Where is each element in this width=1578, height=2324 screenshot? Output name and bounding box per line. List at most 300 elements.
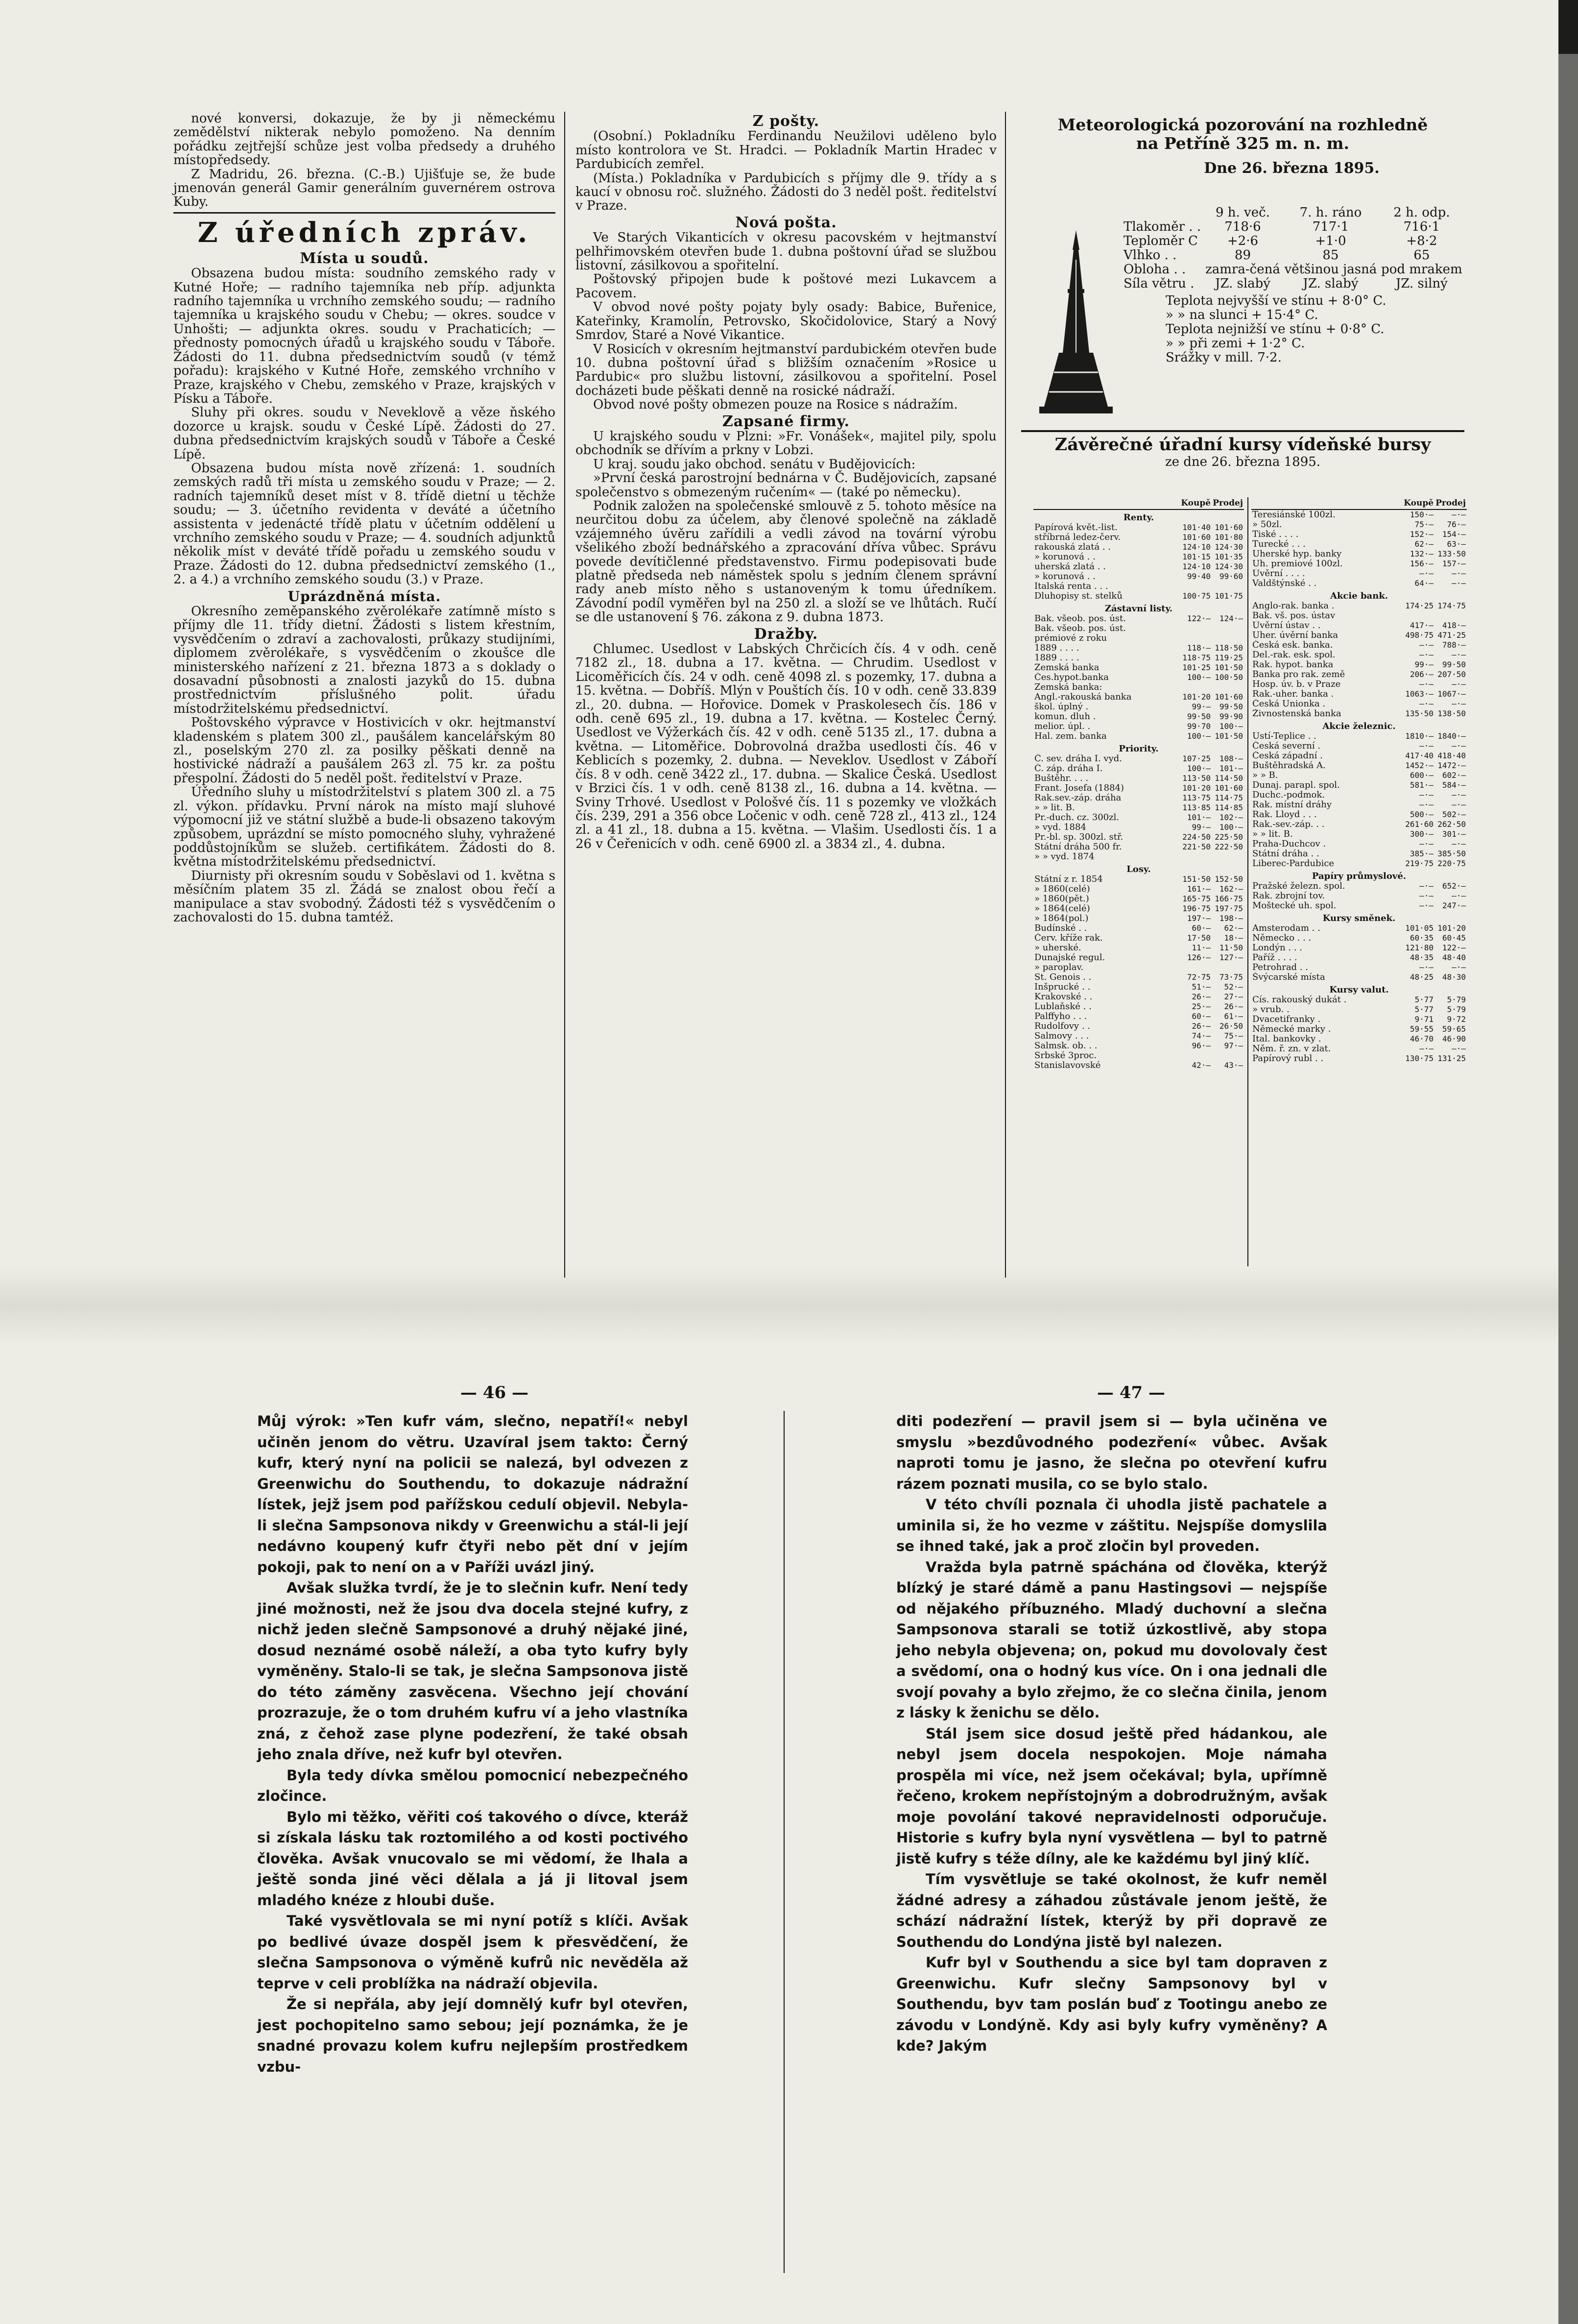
stock-row xyxy=(1033,1031,1244,1041)
stock-row xyxy=(1033,614,1244,624)
stock-name: Londýn . . . xyxy=(1252,943,1302,953)
stock-sell: —·— xyxy=(1452,800,1466,809)
stock-sell: 114·85 xyxy=(1215,803,1243,812)
stock-sell: 602·— xyxy=(1442,771,1466,780)
stock-buy: 124·10 xyxy=(1182,562,1211,571)
stock-row xyxy=(1251,741,1467,751)
stock-buy: 74·— xyxy=(1192,1031,1211,1041)
stock-sell: 48·30 xyxy=(1442,972,1466,982)
news-paragraph: nové konversi, dokazuje, že by ji německému zemědělství nikterak nebylo pomoženo. Na denním pořádku zejtřejší schůze jest volba předsedy a druhého místopředsedy. xyxy=(173,111,555,168)
stock-sell: 119·25 xyxy=(1215,653,1243,662)
stock-row xyxy=(1251,569,1467,579)
stock-sell: 76·— xyxy=(1447,520,1466,529)
news-paragraph: U kraj. soudu jako obchod. senátu v Budějovicích: xyxy=(593,457,916,472)
weather-label: Obloha . . xyxy=(1124,262,1186,277)
stock-row xyxy=(1033,682,1244,692)
stock-name: St. Genois . . xyxy=(1034,972,1092,982)
stock-sell: 418·— xyxy=(1442,621,1466,630)
stock-row xyxy=(1033,692,1244,702)
weather-row xyxy=(1122,277,1464,291)
stock-buy: 417·— xyxy=(1410,621,1434,630)
stock-row xyxy=(1251,881,1467,891)
stock-row xyxy=(1251,559,1467,569)
stock-buy: 581·— xyxy=(1410,780,1434,790)
stock-buy: 42·— xyxy=(1192,1061,1211,1070)
stock-row xyxy=(1033,793,1244,803)
stock-buy: 96·— xyxy=(1192,1041,1211,1050)
weather-label: Tlakoměr . . xyxy=(1124,219,1201,234)
stock-sell: 11·50 xyxy=(1219,943,1243,952)
news-paragraph: V obvod nové pošty pojaty byly osady: Babice, Buřenice, Kateřinky, Kramolín, Petrovsko, Skočidolovice, Starý a Nový Smrdov, Staré a Nové Vikantice. xyxy=(575,300,997,343)
stock-row xyxy=(1033,552,1244,562)
stock-name: Státní dráha 500 fr. xyxy=(1034,842,1122,852)
page-number-left: — 46 — xyxy=(460,1383,528,1403)
middle-column xyxy=(575,112,997,851)
stock-buy: 156·— xyxy=(1410,559,1434,568)
stock-name: » vyd. 1884 xyxy=(1034,823,1086,832)
weather-date: Dne 26. března 1895. xyxy=(1204,160,1380,177)
stock-section xyxy=(1033,862,1244,874)
stock-sell: 60·45 xyxy=(1442,933,1466,943)
stock-row xyxy=(1033,1061,1244,1070)
stock-name: » 1860(pět.) xyxy=(1034,894,1089,904)
stock-buy: 60·— xyxy=(1192,923,1211,933)
stock-name: Buštěhr. . . . xyxy=(1034,774,1089,783)
left-column xyxy=(173,112,555,924)
stock-name: Uh. premiové 100zl. xyxy=(1252,559,1343,569)
weather-value: 89 xyxy=(1234,248,1251,263)
stock-name: Státní dráha . . xyxy=(1252,849,1319,859)
stock-buy: 17·50 xyxy=(1187,933,1211,943)
stock-buy: 165·75 xyxy=(1182,894,1211,903)
stock-buy: 26·— xyxy=(1192,1021,1211,1031)
stock-row xyxy=(1251,943,1467,953)
stock-row xyxy=(1251,963,1467,972)
stock-buy: 261·60 xyxy=(1405,820,1434,829)
weather-value: 85 xyxy=(1322,248,1339,263)
stock-row xyxy=(1251,601,1467,611)
stock-name: Pražské železn. spol. xyxy=(1252,881,1345,891)
stock-sell: 48·40 xyxy=(1442,953,1466,962)
stock-buy: 101·25 xyxy=(1182,663,1211,672)
section-title: Z úředních zpráv. xyxy=(173,212,555,249)
news-paragraph: Okresního zeměpanského zvěrolékaře zatímně místo s příjmy dle 11. třídy dietní. Žádosti s listem křestním, vysvědčením o zdraví a zachovalosti, průkazy studijními, diplomem zvěrolékaře, s vysvědčením o zkoušce dle ministerského nařízení z 21. března 1873 a s doklady o dosavadní působnosti a znalosti jazyků do 15. dubna prostřednictvím příslušného polit. úřadu místodržitelskému předsednictví. xyxy=(173,604,555,716)
stock-sell: 225·50 xyxy=(1215,832,1243,842)
stock-row xyxy=(1251,972,1467,982)
stock-name: Hal. zem. banka xyxy=(1034,731,1107,741)
stock-header-sell: Prodej xyxy=(1435,497,1467,509)
weather-value: zamra-čená xyxy=(1205,262,1280,277)
stock-row xyxy=(1033,702,1244,712)
stock-row xyxy=(1033,963,1244,972)
stock-row xyxy=(1033,852,1244,862)
stock-table-right xyxy=(1251,497,1467,1064)
stock-name: komun. dluh . xyxy=(1034,712,1096,722)
stock-row xyxy=(1251,520,1467,530)
weather-row xyxy=(1122,234,1464,248)
stock-row xyxy=(1251,995,1467,1005)
stock-name: Ital. bankovky . xyxy=(1252,1034,1321,1044)
stock-row xyxy=(1033,722,1244,731)
stock-buy: 101·05 xyxy=(1405,923,1434,933)
stock-sell: 652·— xyxy=(1442,881,1466,891)
stock-sell xyxy=(1212,581,1244,591)
stock-name: Dunajské regul. xyxy=(1034,953,1105,963)
stock-name: Německo . . . xyxy=(1252,933,1312,943)
news-paragraph: Obvod nové pošty obmezen pouze na Rosice s nádražím. xyxy=(593,397,958,412)
stock-row xyxy=(1251,630,1467,640)
stock-buy: 101·— xyxy=(1187,813,1211,822)
stock-section-title: Kursy valut. xyxy=(1329,985,1389,995)
stock-sell: 127·— xyxy=(1219,953,1243,962)
stock-buy: —·— xyxy=(1419,800,1434,809)
stock-name: » korunová . . xyxy=(1034,572,1096,581)
stock-table-left xyxy=(1033,497,1244,1070)
weather-label: Teploměr C xyxy=(1124,234,1198,248)
stock-row xyxy=(1033,953,1244,963)
stock-row xyxy=(1251,731,1467,741)
section-heading: Zapsané firmy. xyxy=(722,412,850,430)
stock-name: Rak. místní dráhy xyxy=(1252,800,1332,810)
stock-row xyxy=(1251,771,1467,780)
stock-section xyxy=(1033,601,1244,614)
stock-sell: —·— xyxy=(1452,650,1466,659)
stock-sell: —·— xyxy=(1452,741,1466,750)
stock-sell: 101·35 xyxy=(1215,552,1243,561)
novel-paragraph: Také vysvětlovala se mi nyní potíž s klíči. Avšak po bedlivé úvaze dospěl jsem k přesvědčení, že slečna Sampsonova o výměně kufrů nic nevěděla až teprve v celi problížka na nádraží objevila. xyxy=(257,1912,688,1992)
stock-name: Salmovy . . . xyxy=(1034,1031,1089,1041)
stock-name: Dunaj. parapl. spol. xyxy=(1252,780,1340,790)
stock-sell: 122·— xyxy=(1442,943,1466,952)
stock-buy xyxy=(1180,633,1212,643)
stock-buy: 221·50 xyxy=(1182,842,1211,851)
stock-row xyxy=(1251,621,1467,630)
stock-row xyxy=(1251,1024,1467,1034)
stock-row xyxy=(1251,810,1467,820)
stock-header-sell: Prodej xyxy=(1212,497,1244,509)
news-paragraph: V Rosicích v okresním hejtmanství pardubickém otevřen bude 10. dubna poštovní úřad s bližším označením »Rosice u Pardubic« pro službu listovní, zásilkovou a spořitelní. Posel docházeti bude pěškati denně na rosické nádraží. xyxy=(575,341,997,398)
stock-row xyxy=(1251,579,1467,588)
stock-name: Moštecké uh. spol. xyxy=(1252,901,1337,911)
stock-sell: 124·30 xyxy=(1215,542,1243,552)
stock-buy: —·— xyxy=(1419,881,1434,891)
weather-label: Síla větru . xyxy=(1124,276,1195,291)
stock-row xyxy=(1033,581,1244,591)
stock-row xyxy=(1033,943,1244,953)
stock-name: Srbské 3proc. xyxy=(1034,1051,1097,1061)
stock-sell: 61·— xyxy=(1224,1012,1243,1021)
news-paragraph: Obsazena budou místa nově zřízená: 1. soudních zemských radů tři místa u zemského soudu v Praze; — 2. radních tajemníků deset míst v 8. třídě dietní u těchže soudu; — 3. účetního revidenta v deváté a účetního assistenta v jedenácté třídě platu v účetním oddělení u vrchního zemského soudu v Praze; — 4. soudních adjunktů několik míst v deváté třídě pořadu u zemského soudu v Praze. Žádosti do 12. dubna předsednictví zemského (1., 2. a 4.) a vrchního zemského soudu (3.) v Praze. xyxy=(173,460,555,587)
stock-sell: 385·50 xyxy=(1437,849,1466,858)
stock-buy: 25·— xyxy=(1192,1002,1211,1011)
stock-buy: 500·— xyxy=(1410,810,1434,819)
stock-row xyxy=(1033,523,1244,533)
stock-name: Ústí-Teplice . . xyxy=(1252,731,1316,741)
stock-section xyxy=(1033,741,1244,754)
novel-paragraph: Bylo mi těžko, věřiti coś takového o dívce, kteráž si získala lásku tak roztomilého a od kosti poctivého člověka. Avšak vnucovalo se mi vědomí, že lhala a ještě sonda jiné věci dělala a já ji litoval jsem mladého knéze z hloubi duše. xyxy=(257,1808,688,1909)
stock-buy: 100·— xyxy=(1187,673,1211,682)
stock-name: » » lit. B. xyxy=(1034,803,1075,813)
stock-sell: 1840·— xyxy=(1437,731,1466,741)
stock-row xyxy=(1033,823,1244,832)
stock-row xyxy=(1251,800,1467,810)
stock-sell: 220·75 xyxy=(1437,859,1466,868)
stock-sell: 108·— xyxy=(1219,754,1243,763)
stock-name: Zemská banka xyxy=(1034,663,1100,673)
stock-buy: 151·50 xyxy=(1182,874,1211,884)
stock-sell: 100·— xyxy=(1219,823,1243,832)
stock-row xyxy=(1033,884,1244,894)
stock-name: Rak.sev.-záp. dráha xyxy=(1034,793,1122,803)
stock-sell: 27·— xyxy=(1224,992,1243,1001)
stock-name: » 1860(celé) xyxy=(1034,884,1090,894)
stock-row xyxy=(1251,689,1467,699)
weather-value: 716·1 xyxy=(1403,219,1440,234)
stock-name: Rak. zbrojní tov. xyxy=(1252,891,1325,901)
stock-name: Česká severní . xyxy=(1252,741,1321,751)
stock-row xyxy=(1033,562,1244,572)
stock-row xyxy=(1251,953,1467,963)
stock-row xyxy=(1251,611,1467,621)
stock-row xyxy=(1033,832,1244,842)
weather-value: JZ. slabý xyxy=(1303,276,1359,291)
news-paragraph: Úředního sluhy u místodržitelství s platem 300 zl. a 75 zl. výkon. přídavku. První nárok na místo mají sluhové výpomocní již ve státní službě a bude-li obsazeno takovým způsobem, uprázdní se místo pomocného sluhy, vyhražené poddůstojníkům se služeb. certifikátem. Žádosti do 8. května místodržitelskému předsednictví. xyxy=(173,785,555,870)
stock-buy: —·— xyxy=(1419,741,1434,750)
stock-sell: 101·60 xyxy=(1215,523,1243,532)
stock-name: Rak.-sev.-záp. . . xyxy=(1252,820,1325,829)
stock-row xyxy=(1251,679,1467,689)
stock-name: » » B. xyxy=(1252,771,1278,780)
stock-name: » 50zl. xyxy=(1252,520,1282,530)
stock-buy: —·— xyxy=(1419,650,1434,659)
stock-sell: —·— xyxy=(1452,891,1466,900)
section-heading: Místa u soudů. xyxy=(300,249,429,267)
stock-sell: 26·— xyxy=(1224,1002,1243,1011)
stock-buy: —·— xyxy=(1419,790,1434,799)
stock-sell: 418·40 xyxy=(1437,751,1466,760)
stock-row xyxy=(1251,1044,1467,1054)
stock-row xyxy=(1033,914,1244,923)
stock-buy: 224·50 xyxy=(1182,832,1211,842)
stock-buy: 11·— xyxy=(1192,943,1211,952)
novel-page-right xyxy=(896,1411,1327,2057)
stock-buy: 135·50 xyxy=(1405,709,1434,718)
stock-sell: 9·72 xyxy=(1447,1015,1466,1024)
stock-name: Cís. rakouský dukát . xyxy=(1252,995,1347,1005)
stock-header-name xyxy=(1251,497,1403,509)
stock-row xyxy=(1251,849,1467,859)
stock-row xyxy=(1251,820,1467,829)
stock-section-title: Zástavní listy. xyxy=(1104,604,1173,614)
stock-sell: 471·25 xyxy=(1437,630,1466,640)
weather-value: 718·6 xyxy=(1224,219,1261,234)
stock-row xyxy=(1251,933,1467,943)
stock-name: Dluhopisy st. stelků xyxy=(1034,591,1123,601)
novel-paragraph: V této chvíli poznala či uhodla jistě pachatele a uminila si, že ho vezme v záštitu. Nejspíše domyslila se ihned také, jak a proč zločin byl proveden. xyxy=(896,1496,1327,1554)
stock-row xyxy=(1033,783,1244,793)
stock-name: rakouská zlatá . . xyxy=(1034,542,1111,552)
stock-row xyxy=(1033,633,1244,643)
weather-row xyxy=(1122,263,1464,277)
stock-buy: 72·75 xyxy=(1187,972,1211,982)
stock-buy: 113·75 xyxy=(1182,793,1211,802)
stock-buy: 121·80 xyxy=(1405,943,1434,952)
news-paragraph: Z Madridu, 26. března. (C.-B.) Ujišťuje se, že bude jmenován generál Gamir generálním guvernérem ostrova Kuby. xyxy=(173,167,555,210)
stock-buy: 1452·— xyxy=(1405,761,1434,770)
stock-buy: 26·— xyxy=(1192,992,1211,1001)
weather-col: 9 h. več. xyxy=(1215,205,1270,220)
page-edge-dark xyxy=(1558,0,1578,54)
stock-name: prémiové z roku xyxy=(1034,633,1107,643)
stock-sell: 99·60 xyxy=(1219,572,1243,581)
stock-sell: 247·— xyxy=(1442,901,1466,910)
stock-buy: 101·60 xyxy=(1182,533,1211,542)
stock-buy: —·— xyxy=(1419,699,1434,708)
stock-row xyxy=(1033,774,1244,783)
stock-sell: 62·— xyxy=(1224,923,1243,933)
weather-table xyxy=(1122,206,1464,365)
stock-buy xyxy=(1180,581,1212,591)
stock-name: » » lit. B. xyxy=(1252,829,1293,839)
stock-buy: 100·— xyxy=(1187,764,1211,773)
stock-buy: 1063·— xyxy=(1405,689,1434,699)
stock-row xyxy=(1251,650,1467,660)
stock-name: Stanislavovské xyxy=(1034,1061,1101,1070)
stock-buy: 99·— xyxy=(1192,823,1211,832)
stock-sell: 162·— xyxy=(1219,884,1243,894)
stock-buy: 161·— xyxy=(1187,884,1211,894)
stock-sell: 101·75 xyxy=(1215,591,1243,601)
stock-sell: 124·30 xyxy=(1215,562,1243,571)
stock-sell: —·— xyxy=(1452,839,1466,848)
stock-sell: 99·90 xyxy=(1219,712,1243,721)
stock-name: Palffyho . . . xyxy=(1034,1012,1087,1021)
stock-row xyxy=(1251,509,1467,520)
weather-header xyxy=(1021,116,1464,179)
stock-sell: 198·— xyxy=(1219,914,1243,923)
news-paragraph: U krajského soudu v Plzni: »Fr. Vonášek«, majitel pily, spolu obchodník se dřívím a prkny v Lobzi. xyxy=(575,429,997,458)
stock-row xyxy=(1251,901,1467,911)
stock-buy: 99·50 xyxy=(1187,712,1211,721)
stock-name: Duchc.-podmok. xyxy=(1252,790,1325,800)
stock-sell: 102·— xyxy=(1219,813,1243,822)
news-paragraph: Sluhy při okres. soudu v Neveklově a věze ňského dozorce u krajsk. soudu v České Lípě. Žádosti do 27. dubna předsednictvím krajských soudů v Táboře a České Lípě. xyxy=(173,405,555,462)
page-gutter xyxy=(784,1411,785,2273)
stock-name: Teresiánské 100zl. xyxy=(1252,509,1336,520)
stock-name: Papírový rubl . . xyxy=(1252,1054,1324,1064)
stock-row xyxy=(1251,539,1467,549)
stock-buy: 197·— xyxy=(1187,914,1211,923)
stock-sell: 5·79 xyxy=(1447,995,1466,1004)
stock-row xyxy=(1033,923,1244,933)
stock-buy: 48·25 xyxy=(1410,972,1434,982)
stock-name: stříbrná ledez-červ. xyxy=(1034,533,1121,542)
stock-table xyxy=(1251,497,1467,1064)
stock-sell: 101·60 xyxy=(1215,692,1243,702)
weather-extreme: Srážky v mill. 7·2. xyxy=(1166,350,1282,365)
stock-name: Frant. Josefa (1884) xyxy=(1034,783,1124,793)
novel-paragraph: Vražda byla patrně spáchána od člověka, kterýž blízký je staré dámě a panu Hastingsovi — nejspíše od nějakého příbuzného. Mladý duchovní a slečna Sampsonova starali se totiž úzkostlivě, aby stopa jeho nebyla objevena; on, pokud mu dovolovaly čest a svědomí, ona o hodný kus více. On i ona jednali dle svojí povahy a bylo zřejmo, že co slečna činila, jenom z lásky k ženichu se dělo. xyxy=(896,1558,1327,1721)
stock-row xyxy=(1033,673,1244,682)
stock-sell: 157·— xyxy=(1442,559,1466,568)
official-news xyxy=(173,249,555,925)
stock-section xyxy=(1251,982,1467,995)
stock-sell: 1472·— xyxy=(1437,761,1466,770)
stock-buy: 152·— xyxy=(1410,530,1434,539)
stock-name: Česká západní . xyxy=(1252,751,1323,761)
stock-row xyxy=(1033,803,1244,813)
stock-row xyxy=(1033,1051,1244,1061)
stock-row xyxy=(1033,1012,1244,1021)
stock-name: » » vyd. 1874 xyxy=(1034,852,1095,862)
stock-sell: 100·50 xyxy=(1215,673,1243,682)
stock-sell: 584·— xyxy=(1442,780,1466,790)
stock-name: Úvěrní ústav . . xyxy=(1252,621,1321,630)
stock-name: Švýcarské místa xyxy=(1252,972,1325,982)
stock-name: Italská renta . . . xyxy=(1034,581,1108,591)
stock-buy: —·— xyxy=(1419,679,1434,689)
stock-row xyxy=(1251,1054,1467,1064)
stock-row xyxy=(1251,1015,1467,1024)
stock-sell xyxy=(1212,963,1244,972)
stock-sell: 18·— xyxy=(1224,933,1243,943)
stock-name: Del.-rak. esk. spol. xyxy=(1252,650,1336,660)
stock-sell xyxy=(1212,1051,1244,1061)
stock-name: Budínské . . xyxy=(1034,923,1087,933)
stock-row xyxy=(1251,530,1467,539)
weather-value: +2·6 xyxy=(1227,234,1259,248)
stock-section-title: Losy. xyxy=(1126,864,1151,874)
novel-paragraph: Stál jsem sice dosud ještě před hádankou, ale nebyl jsem docela nespokojen. Moje námaha prospěla mi více, než jsem očekával; byla, upřímně řečeno, krokem nepřístojným a dobrodružným, avšak moje povolání takové nepravidelnosti odporučuje. Historie s kufry byla nyní vysvětlena — byl to patrně jistě kufry s téže dílny, ale ke každému byl jiný klíč. xyxy=(896,1725,1327,1867)
stock-buy xyxy=(1180,682,1212,692)
news-paragraph: Chlumec. Usedlost v Labských Chrčicích čís. 4 v odh. ceně 7182 zl., 18. dubna a 17. května. — Chrudim. Usedlost v Licoměřicích čís. 24 v odh. ceně 4098 zl. s pozemky, 17. dubna a 15. května. — Dobříš. Mlýn v Pouštích čís. 10 v odh. ceně 33.839 zl., 20. dubna. — Hořovice. Domek v Praskolesech čís. 186 v odh. ceně 695 zl., 19. dubna a 17. května. — Kostelec Černý. Usedlost ve Výžerkách čís. 42 v odh. ceně 5135 zl., 17. dubna a května. — Litoměřice. Dobrovolná dražba usedlosti čís. 46 v Keblicích s pozemky, 2. dubna. — Neveklov. Usedlost v Záboří čís. 8 v odh. ceně 3422 zl., 17. dubna. — Skalice Česká. Usedlost v Brzici čís. 1 v odh. ceně 8138 zl., 16. dubna a 14. května. — Sviny Trhové. Usedlost v Pološvé čís. 11 s pozemky ve vložkách čís. 239, 291 a 356 obce Ločenic v odh. ceně 728 zl., 413 zl., 124 zl. a 41 zl., 18. dubna a 15. května. — Vlašim. Usedlosti čís. 1 a 26 v Čeřenicích v odh. ceně 6900 zl. a 3834 zl., 4. dubna. xyxy=(575,642,997,851)
novel-page-left xyxy=(257,1411,688,2077)
stock-buy: 46·70 xyxy=(1410,1034,1434,1043)
bursy-title: Závěrečné úřadní kursy vídeňské bursy xyxy=(1021,430,1464,455)
stock-row xyxy=(1033,1021,1244,1031)
stock-buy: 132·— xyxy=(1410,549,1434,558)
stock-buy: 113·50 xyxy=(1182,774,1211,783)
stock-header-buy: Koupě xyxy=(1180,497,1212,509)
stock-row xyxy=(1251,891,1467,901)
stock-name: Něm. ř. zn. v zlat. xyxy=(1252,1044,1331,1054)
stock-buy: 417·40 xyxy=(1405,751,1434,760)
stock-name: Č. záp. dráha I. xyxy=(1034,764,1103,774)
weather-extreme: Teplota nejnižší ve stínu + 0·8° C. xyxy=(1166,322,1385,337)
stock-name: » 1864(celé) xyxy=(1034,904,1090,914)
stock-buy: 600·— xyxy=(1410,771,1434,780)
stock-sell: 133·50 xyxy=(1437,549,1466,558)
stock-sell xyxy=(1212,852,1244,862)
stock-section xyxy=(1033,509,1244,523)
news-paragraph: Obsazena budou místa: soudního zemského rady v Kutné Hoře; — radního tajemníka neb příp. adjunkta radního tajemníka u vrchního zemského soudu; — radního tajemníka u krajského soudu v Chebu; — okres. soudce v Unhošti; — adjunkta okres. soudu v Prachaticích; — přednosty pomocných úřadů u krajského soudu v Táboře. Žádosti do 11. dubna předsednictvím soudů (v témž pořadu): krajského v Kutné Hoře, zemského vrchního v Praze, krajského v Chebu, zemského v Praze, krajských v Písku a Táboře. xyxy=(173,266,555,406)
stock-name: Rak.-uher. banka . xyxy=(1252,689,1334,699)
stock-buy: 5·77 xyxy=(1414,1005,1434,1014)
stock-sell: 152·50 xyxy=(1215,874,1243,884)
weather-header-row xyxy=(1122,206,1464,220)
stock-sell: 301·— xyxy=(1442,829,1466,839)
stock-name: Tiské . . . . xyxy=(1252,530,1299,539)
stock-name: » korunová . . xyxy=(1034,552,1096,562)
news-paragraph: Poštovského výpravce v Hostivicích v okr. hejtmanství kladenském s platem 300 zl., paušálem kancelářským 80 zl., poselským 270 zl. za posilky pěškati denně na hostivické nádraží a paušálem 263 zl. 75 kr. za poštu přespolní. Žádosti do 5 neděl pošt. ředitelství v Praze. xyxy=(173,715,555,786)
weather-title: Meteorologická pozorování na rozhledně xyxy=(1057,115,1428,134)
stock-name: Anglo-rak. banka . xyxy=(1252,601,1335,611)
stock-buy: 196·75 xyxy=(1182,904,1211,913)
stock-sell: —·— xyxy=(1452,679,1466,689)
stock-row xyxy=(1251,699,1467,709)
stock-sell: 73·75 xyxy=(1219,972,1243,982)
stock-name: melior. úpl. . xyxy=(1034,722,1091,731)
